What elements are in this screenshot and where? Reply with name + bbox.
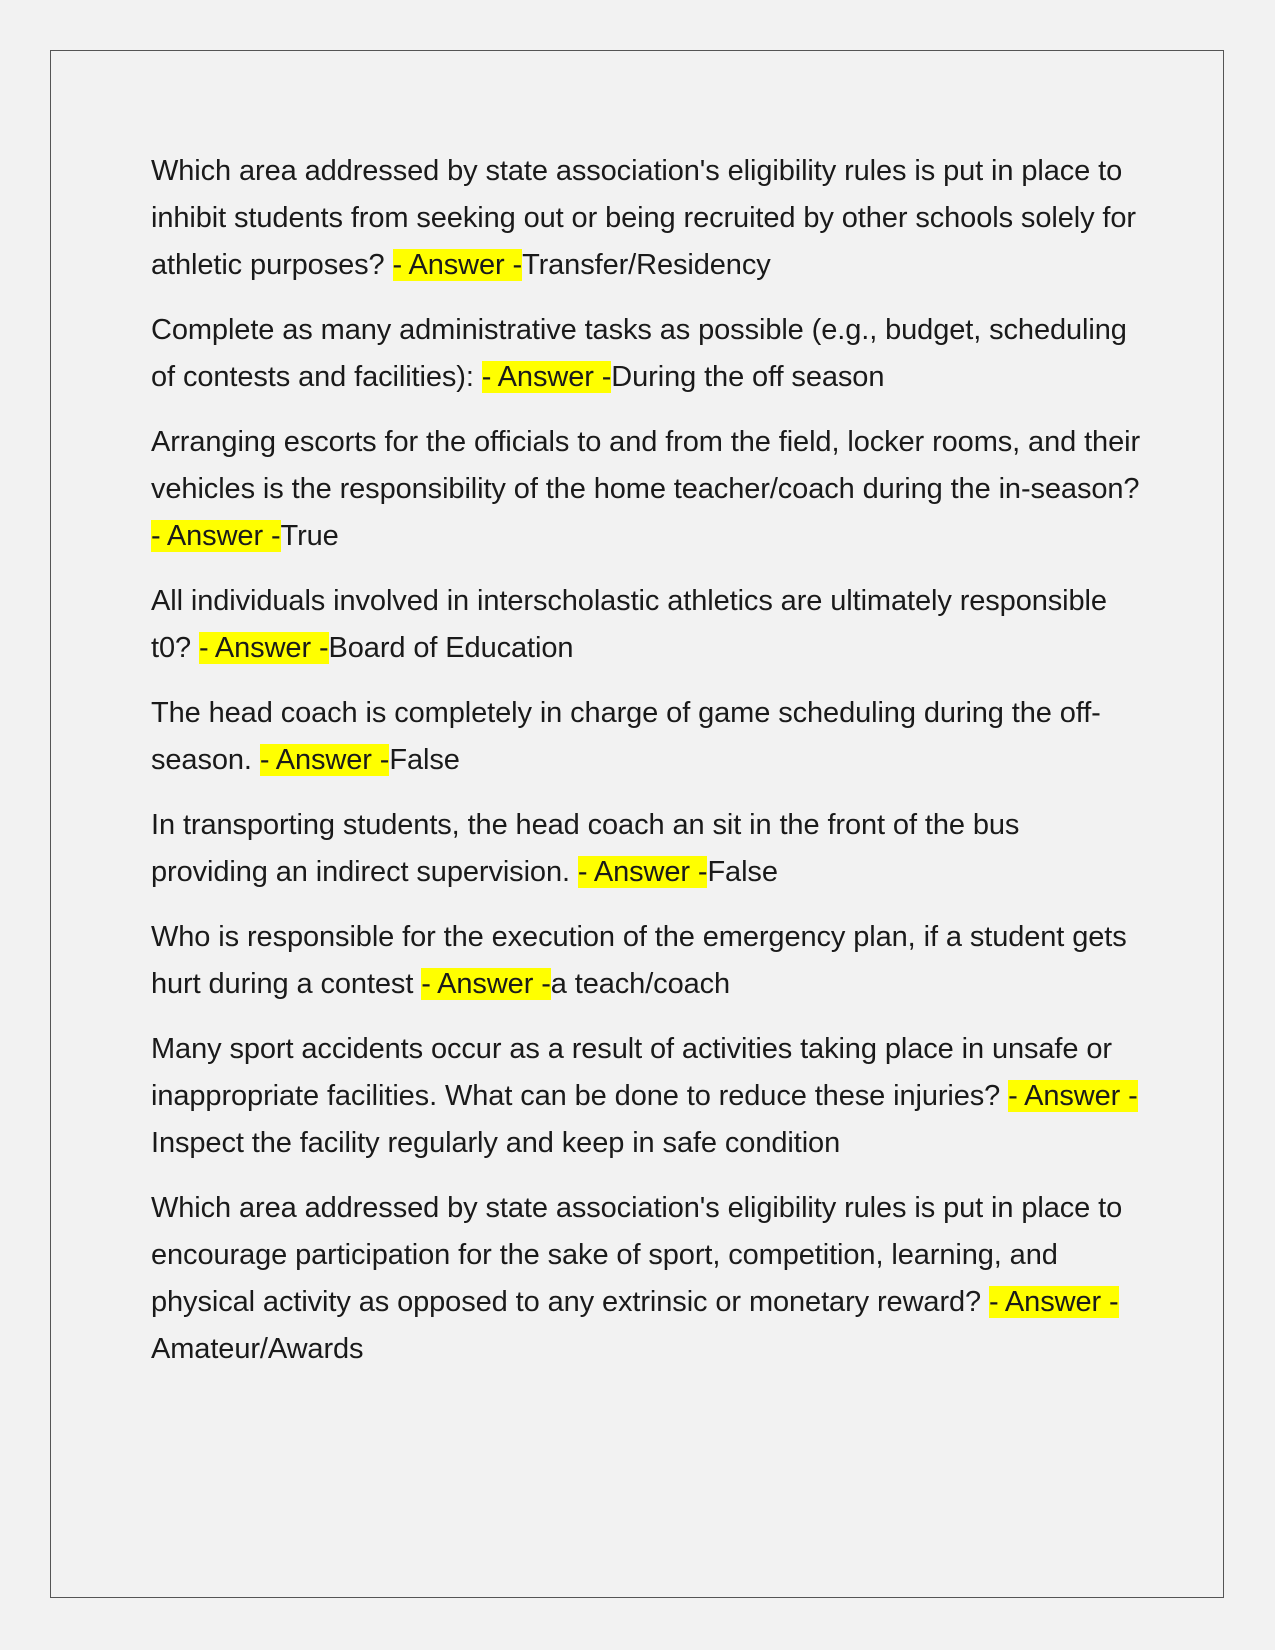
- document-body: [151, 148, 1141, 1391]
- answer-marker: - Answer -: [1008, 1080, 1138, 1112]
- answer-text: During the off season: [611, 361, 885, 393]
- answer-text: False: [389, 744, 460, 776]
- qa-item: [151, 419, 1141, 560]
- answer-text: False: [707, 856, 778, 888]
- qa-item: [151, 690, 1141, 784]
- qa-item: [151, 1185, 1141, 1373]
- question-text: Many sport accidents occur as a result of activities taking place in unsafe or inappropriate facilities. What can be done to reduce these injuries?: [151, 1033, 1112, 1112]
- qa-item: [151, 1026, 1141, 1167]
- answer-marker: - Answer -: [198, 632, 329, 664]
- question-text: Who is responsible for the execution of the emergency plan, if a student gets hurt during a contest: [151, 921, 1127, 1000]
- answer-text: Inspect the facility regularly and keep in safe condition: [151, 1127, 841, 1159]
- answer-marker: - Answer -: [577, 856, 708, 888]
- question-text: The head coach is completely in charge of game scheduling during the off-season.: [151, 697, 1101, 776]
- qa-item: [151, 148, 1141, 289]
- answer-marker: - Answer -: [481, 361, 612, 393]
- answer-marker: - Answer -: [989, 1286, 1119, 1318]
- question-text: Complete as many administrative tasks as possible (e.g., budget, scheduling of contests and facilities):: [151, 314, 1127, 393]
- answer-text: Transfer/Residency: [522, 249, 771, 281]
- answer-text: Amateur/Awards: [151, 1333, 364, 1365]
- qa-item: [151, 307, 1141, 401]
- question-text: In transporting students, the head coach an sit in the front of the bus providing an indirect supervision.: [151, 809, 1020, 888]
- qa-item: [151, 578, 1141, 672]
- question-text: Arranging escorts for the officials to and from the field, locker rooms, and their vehicles is the responsibility of the home teacher/coach during the in-season?: [151, 426, 1141, 505]
- qa-item: [151, 914, 1141, 1008]
- answer-marker: - Answer -: [151, 520, 281, 552]
- answer-marker: - Answer -: [421, 968, 551, 1000]
- question-text: Which area addressed by state association's eligibility rules is put in place to encourage participation for the sake of sport, competition, learning, and physical activity as opposed to any extrinsic or monetary reward?: [151, 1192, 1123, 1318]
- answer-text: Board of Education: [328, 632, 574, 664]
- answer-marker: - Answer -: [392, 249, 523, 281]
- question-text: Which area addressed by state association's eligibility rules is put in place to inhibit students from seeking out or being recruited by other schools solely for athletic purposes?: [151, 155, 1136, 281]
- answer-text: True: [280, 520, 339, 552]
- answer-text: a teach/coach: [550, 968, 731, 1000]
- answer-marker: - Answer -: [259, 744, 390, 776]
- qa-item: [151, 802, 1141, 896]
- question-text: All individuals involved in interscholastic athletics are ultimately responsible t0?: [151, 585, 1107, 664]
